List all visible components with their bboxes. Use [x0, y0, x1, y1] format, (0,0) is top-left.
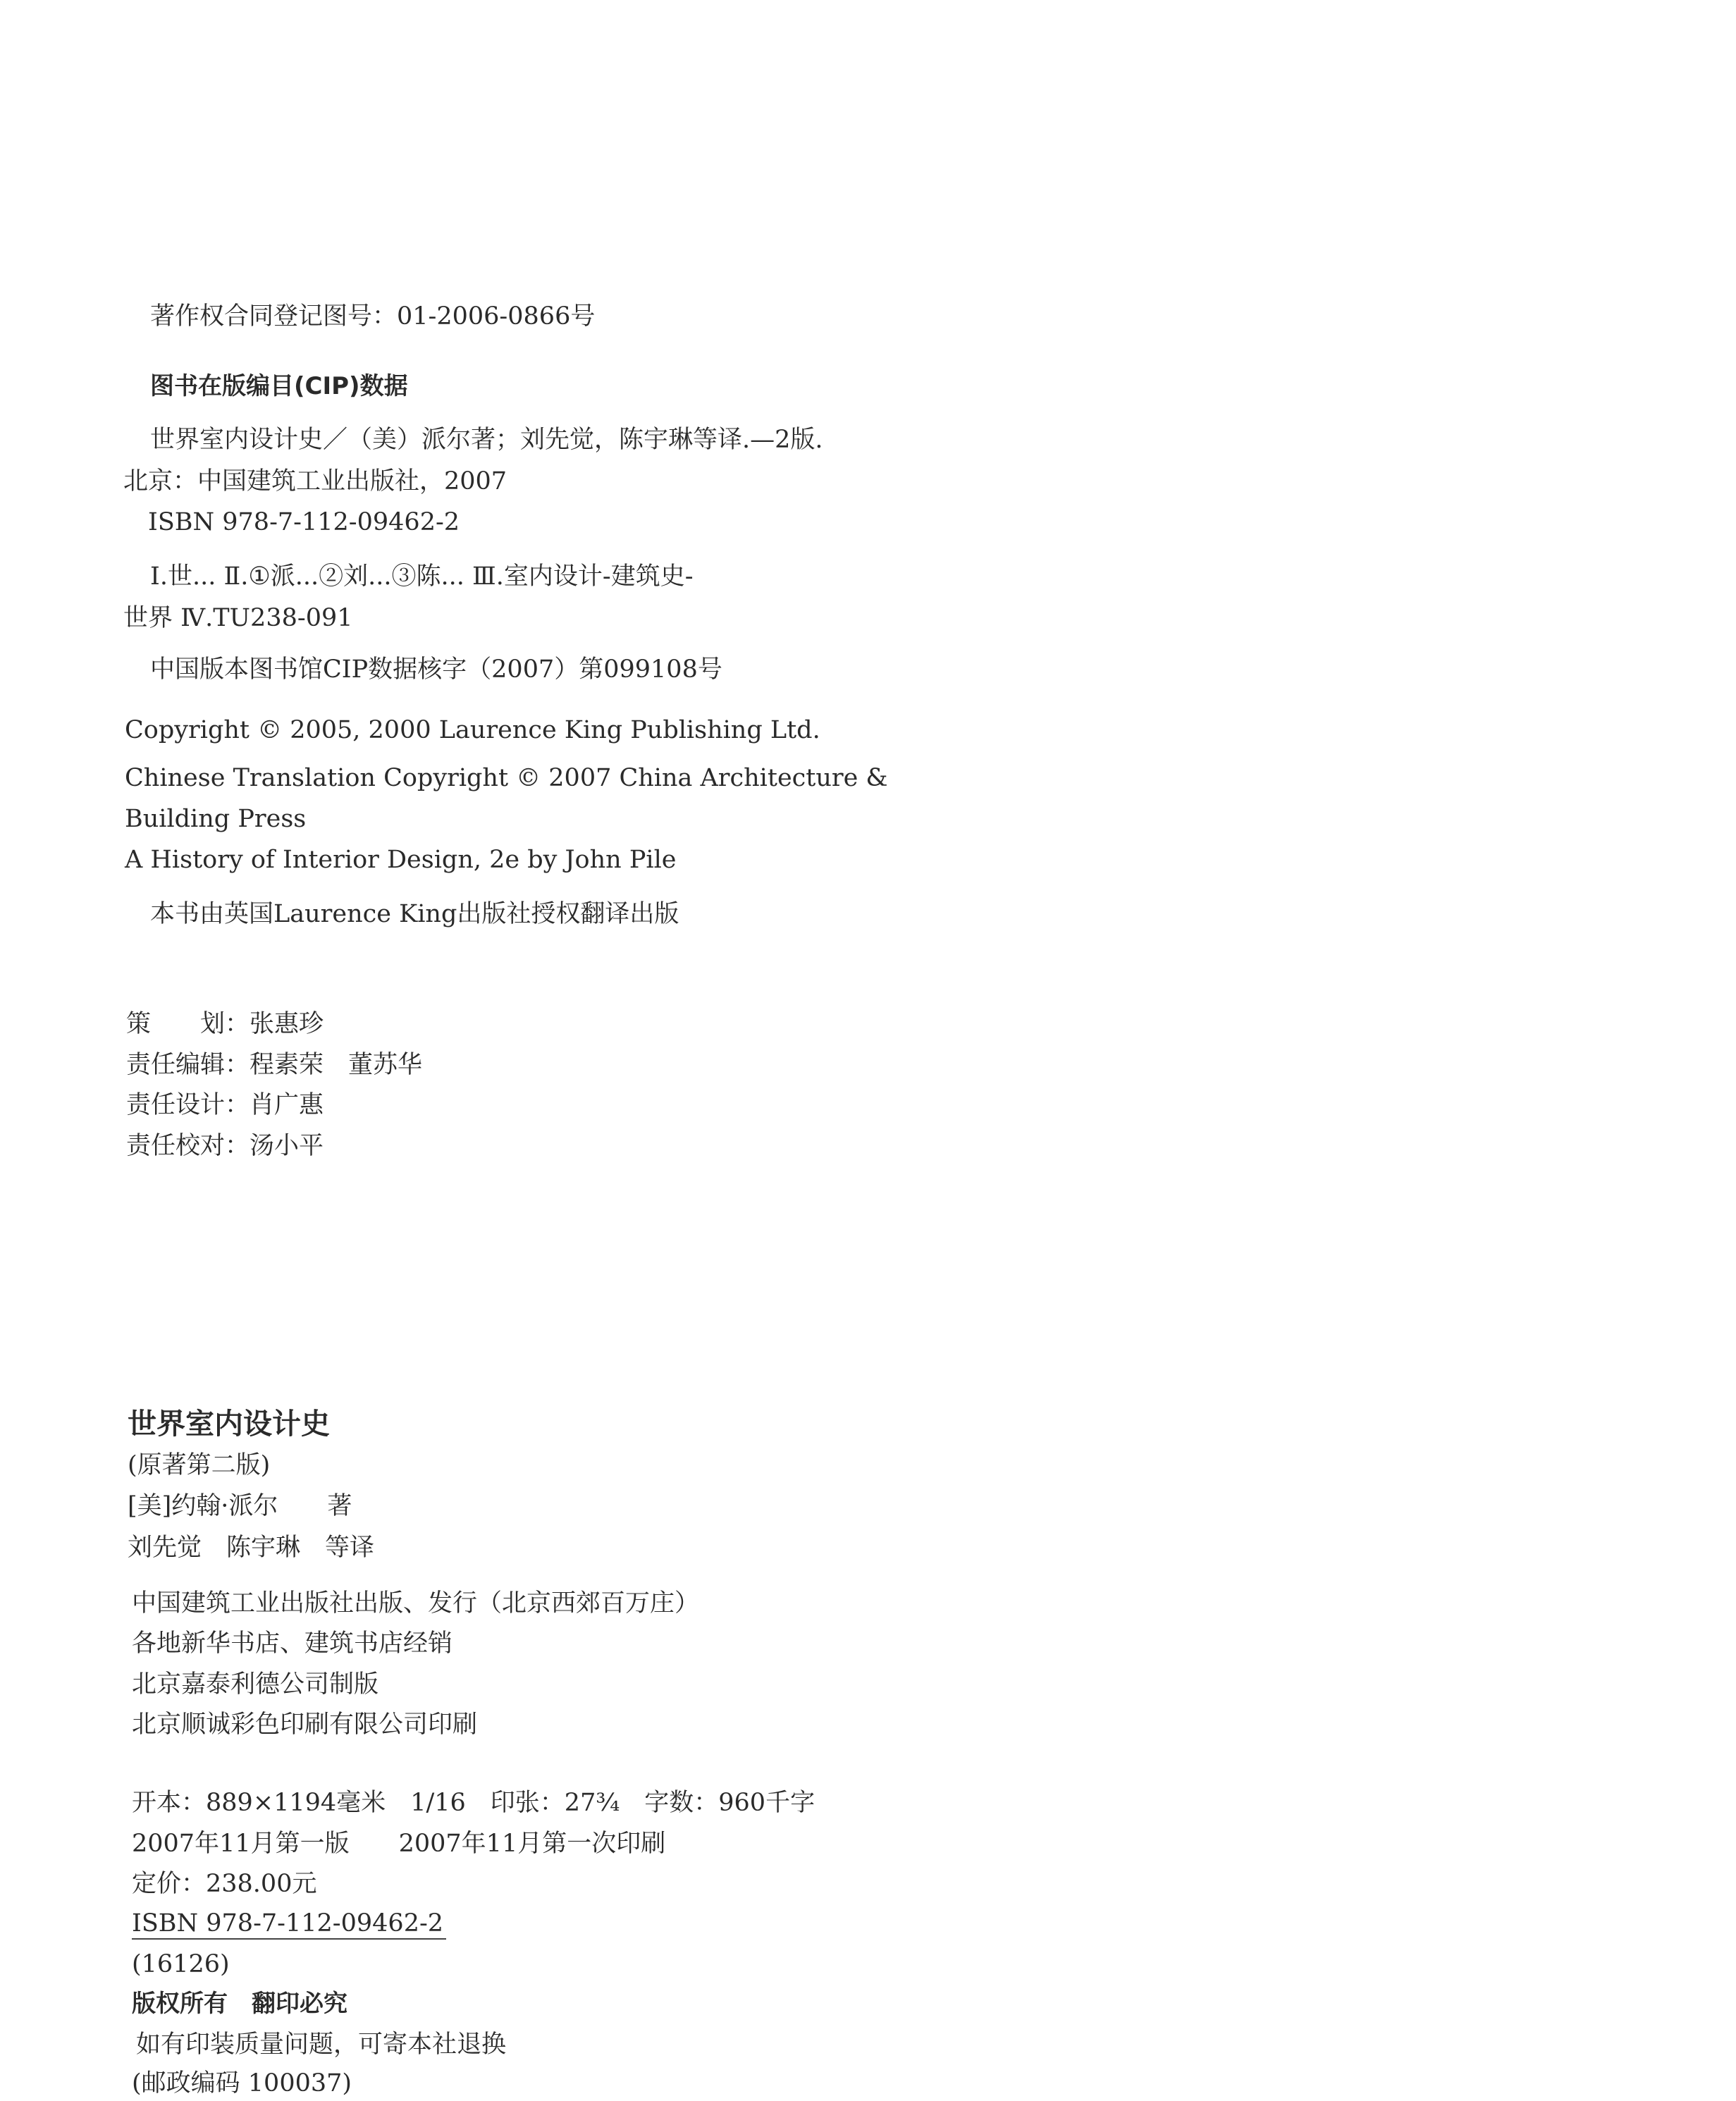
edition-dates: 2007年11月第一版 2007年11月第一次印刷 — [132, 1830, 666, 1858]
authorization-note: 本书由英国Laurence King出版社授权翻译出版 — [150, 900, 679, 928]
book-author: [美]约翰·派尔 著 — [128, 1492, 352, 1520]
copyright-en-3: Building Press — [125, 805, 307, 833]
printing-line: 北京顺诚彩色印刷有限公司印刷 — [132, 1711, 478, 1739]
cip-classification-1: Ⅰ.世... Ⅱ.①派...②刘...③陈... Ⅲ.室内设计-建筑史- — [150, 562, 694, 591]
format-line: 开本：889×1194毫米 1/16 印张：27¾ 字数：960千字 — [132, 1789, 815, 1817]
staff-planning: 策 划：张惠珍 — [126, 1010, 324, 1038]
return-notice: 如有印装质量问题，可寄本社退换 — [136, 2031, 507, 2059]
staff-proofread: 责任校对：汤小平 — [126, 1132, 324, 1160]
cip-line-2: 北京：中国建筑工业出版社，2007 — [123, 467, 507, 495]
copyright-en-1: Copyright © 2005, 2000 Laurence King Publishing Ltd. — [125, 716, 820, 744]
plate-making-line: 北京嘉泰利德公司制版 — [132, 1670, 379, 1699]
distribution-line: 各地新华书店、建筑书店经销 — [132, 1629, 453, 1658]
copyright-en-2: Chinese Translation Copyright © 2007 China Architecture & — [125, 764, 888, 792]
cip-heading: 图书在版编目(CIP)数据 — [150, 372, 408, 400]
price-line: 定价：238.00元 — [132, 1870, 317, 1898]
book-edition: (原著第二版) — [128, 1451, 271, 1479]
cip-line-1: 世界室内设计史／（美）派尔著；刘先觉，陈宇琳等译.—2版. — [150, 426, 823, 454]
isbn-value: ISBN 978-7-112-09462-2 — [132, 1909, 446, 1940]
cip-record-number: 中国版本图书馆CIP数据核字（2007）第099108号 — [150, 655, 722, 684]
cip-isbn: ISBN 978-7-112-09462-2 — [148, 508, 460, 536]
copyright-registration: 著作权合同登记图号：01-2006-0866号 — [150, 302, 596, 331]
staff-editors: 责任编辑：程素荣 董苏华 — [126, 1051, 423, 1079]
staff-design: 责任设计：肖广惠 — [126, 1091, 324, 1119]
copyright-en-4: A History of Interior Design, 2e by John Pile — [125, 846, 677, 874]
publisher-line: 中国建筑工业出版社出版、发行（北京西郊百万庄） — [132, 1589, 700, 1618]
postal-code: (邮政编码 100037) — [132, 2069, 352, 2097]
rights-reserved: 版权所有 翻印必究 — [132, 1990, 347, 2018]
book-translators: 刘先觉 陈宇琳 等译 — [128, 1534, 375, 1562]
book-title: 世界室内设计史 — [128, 1407, 330, 1441]
cip-classification-2: 世界 Ⅳ.TU238-091 — [123, 604, 353, 632]
book-code: (16126) — [132, 1950, 230, 1978]
isbn-line — [132, 1909, 446, 1940]
